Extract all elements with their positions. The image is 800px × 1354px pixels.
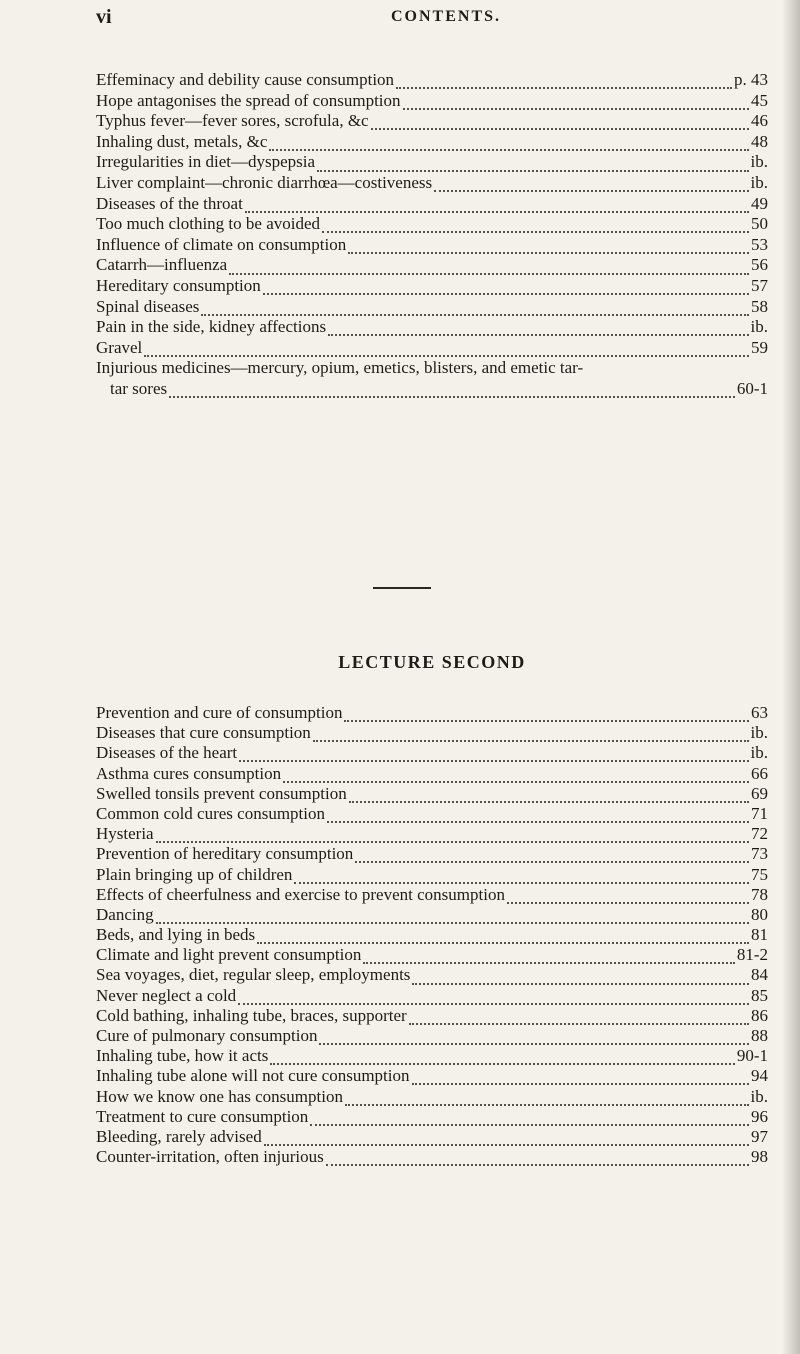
dot-leader: [310, 1112, 749, 1126]
entry-title: Treatment to cure consumption: [96, 1106, 309, 1126]
entry-page-number: 98: [751, 1147, 768, 1167]
entry-title: How we know one has consumption: [96, 1086, 343, 1106]
contents-entry: [96, 132, 768, 153]
entry-page-number: 85: [751, 985, 768, 1005]
entry-title: Influence of climate on consumption: [96, 234, 347, 254]
entry-title: Swelled tonsils prevent consumption: [96, 783, 347, 803]
dot-leader: [344, 708, 749, 722]
dot-leader: [319, 1031, 749, 1045]
entry-page-number: 71: [751, 803, 768, 823]
dot-leader: [144, 343, 749, 357]
entry-title: Plain bringing up of children: [96, 864, 293, 884]
dot-leader: [327, 809, 749, 823]
entry-page-number: 50: [751, 214, 768, 234]
dot-leader: [328, 322, 748, 336]
entry-title: Effeminacy and debility cause consumption: [96, 70, 395, 89]
dot-leader: [313, 728, 749, 742]
entry-page-number: 81: [751, 925, 768, 945]
contents-entry: [96, 986, 768, 1006]
contents-entry: [96, 764, 768, 784]
dot-leader: [317, 158, 748, 172]
contents-entry: [96, 338, 768, 359]
entry-page-number: 60-1: [736, 378, 768, 398]
entry-page-number: 96: [751, 1106, 768, 1126]
dot-leader: [294, 870, 749, 884]
dot-leader: [345, 1092, 749, 1106]
contents-entry-multiline: [96, 358, 768, 399]
entry-title: Prevention and cure of consumption: [96, 703, 343, 722]
entry-title: Prevention of hereditary consumption: [96, 844, 354, 864]
contents-entry: [96, 1147, 768, 1167]
contents-entry: [96, 865, 768, 885]
entry-page-number: 80: [751, 904, 768, 924]
contents-entry: [96, 276, 768, 297]
contents-entry: [96, 173, 768, 194]
section-heading: LECTURE SECOND: [338, 652, 526, 672]
entry-page-number: 81-2: [736, 945, 768, 965]
contents-entry: [96, 255, 768, 276]
entry-title: Inhaling dust, metals, &c: [96, 131, 268, 151]
dot-leader: [326, 1152, 749, 1166]
entry-title: Dancing: [96, 904, 154, 924]
entry-title: Diseases of the throat: [96, 193, 243, 213]
contents-entry: [96, 905, 768, 925]
entry-title: Gravel: [96, 337, 143, 357]
entry-title: Never neglect a cold: [96, 985, 237, 1005]
entry-title: Inhaling tube, how it acts: [96, 1046, 269, 1066]
dot-leader: [403, 96, 749, 110]
dot-leader: [507, 890, 749, 904]
contents-entry: [96, 945, 768, 965]
entry-page-number: 53: [751, 234, 768, 254]
entry-page-number: 69: [751, 783, 768, 803]
dot-leader: [412, 971, 749, 985]
entry-page-number: ib.: [750, 723, 768, 743]
dot-leader: [412, 1071, 750, 1085]
contents-entry: [96, 1026, 768, 1046]
contents-list-lecture-two: [96, 703, 768, 1167]
running-title: CONTENTS.: [390, 8, 502, 25]
entry-page-number: 78: [751, 884, 768, 904]
entry-page-number: 88: [751, 1026, 768, 1045]
dot-leader: [239, 748, 748, 762]
contents-entry: [96, 965, 768, 985]
dot-leader: [371, 116, 749, 130]
contents-entry: [96, 844, 768, 864]
entry-title: tar sores: [110, 378, 168, 398]
dot-leader: [349, 789, 749, 803]
entry-page-number: 46: [751, 111, 768, 131]
dot-leader: [264, 1132, 749, 1146]
entry-title: Irregularities in diet—dyspepsia: [96, 152, 316, 172]
contents-entry: [96, 194, 768, 215]
entry-title: Catarrh—influenza: [96, 255, 228, 275]
entry-page-number: 56: [751, 255, 768, 275]
contents-entry: [96, 703, 768, 723]
contents-entry: [96, 1107, 768, 1127]
contents-entry: [96, 70, 768, 91]
contents-entry: [96, 111, 768, 132]
entry-page-number: 63: [751, 703, 768, 722]
entry-title: Effects of cheerfulness and exercise to prevent consumption: [96, 884, 505, 904]
dot-leader: [283, 769, 749, 783]
entry-page-number: ib.: [750, 152, 768, 172]
entry-page-number: 59: [751, 337, 768, 357]
entry-title: Bleeding, rarely advised: [96, 1126, 262, 1146]
contents-entry: [96, 91, 768, 112]
contents-entry: [96, 743, 768, 763]
entry-page-number: 72: [751, 824, 768, 844]
contents-entry: [96, 214, 768, 235]
section-divider: [373, 587, 431, 589]
entry-title: Hope antagonises the spread of consumption: [96, 90, 401, 110]
entry-page-number: ib.: [750, 1086, 768, 1106]
entry-page-number: 66: [751, 763, 768, 783]
page-numeral: vi: [96, 6, 112, 28]
contents-entry: [96, 152, 768, 173]
contents-list-lecture-one: [96, 70, 768, 400]
entry-page-number: 57: [751, 275, 768, 295]
entry-page-number: 86: [751, 1005, 768, 1025]
entry-title: Counter-irritation, often injurious: [96, 1147, 324, 1167]
page-header: [96, 6, 796, 32]
entry-page-number: 84: [751, 965, 768, 985]
entry-title: Typhus fever—fever sores, scrofula, &c: [96, 111, 369, 131]
dot-leader: [322, 219, 749, 233]
dot-leader: [434, 178, 748, 192]
entry-title: Pain in the side, kidney affections: [96, 317, 327, 337]
entry-title: Sea voyages, diet, regular sleep, employments: [96, 965, 411, 985]
contents-entry: [96, 297, 768, 318]
dot-leader: [229, 261, 749, 275]
entry-page-number: 58: [751, 296, 768, 316]
page-edge-shadow: [782, 0, 800, 1354]
dot-leader: [238, 991, 749, 1005]
dot-leader: [156, 910, 749, 924]
entry-page-number: 90-1: [736, 1046, 768, 1066]
entry-title: Inhaling tube alone will not cure consumption: [96, 1066, 410, 1086]
contents-entry: [96, 925, 768, 945]
entry-page-number: ib.: [750, 172, 768, 192]
entry-title: Diseases of the heart: [96, 743, 238, 763]
dot-leader: [396, 75, 732, 89]
dot-leader: [245, 199, 749, 213]
contents-entry: [96, 1066, 768, 1086]
entry-page-number: 97: [751, 1126, 768, 1146]
dot-leader: [257, 930, 749, 944]
contents-entry: [96, 784, 768, 804]
dot-leader: [355, 849, 749, 863]
entry-page-number: ib.: [750, 743, 768, 763]
dot-leader: [409, 1011, 749, 1025]
contents-entry: [96, 235, 768, 256]
entry-page-number: ib.: [750, 317, 768, 337]
contents-entry: [96, 723, 768, 743]
entry-page-number: p. 43: [734, 70, 768, 89]
contents-entry: [96, 804, 768, 824]
contents-entry: [96, 1006, 768, 1026]
entry-title: Climate and light prevent consumption: [96, 945, 362, 965]
dot-leader: [363, 950, 734, 964]
entry-title: Common cold cures consumption: [96, 803, 326, 823]
entry-page-number: 49: [751, 193, 768, 213]
contents-entry: [96, 1087, 768, 1107]
contents-entry: [96, 317, 768, 338]
dot-leader: [263, 281, 749, 295]
entry-title: Cure of pulmonary consumption: [96, 1026, 318, 1045]
entry-title: Too much clothing to be avoided: [96, 214, 321, 234]
entry-title: Cold bathing, inhaling tube, braces, supporter: [96, 1005, 407, 1025]
entry-title: Asthma cures consumption: [96, 763, 282, 783]
entry-title: Spinal diseases: [96, 296, 200, 316]
entry-page-number: 48: [751, 131, 768, 151]
entry-title-line-one: Injurious medicines—mercury, opium, emetics, blisters, and emetic tar-: [96, 358, 584, 378]
entry-title: Hysteria: [96, 824, 154, 844]
dot-leader: [169, 384, 735, 398]
entry-title: Liver complaint—chronic diarrhœa—costiveness: [96, 172, 433, 192]
dot-leader: [201, 302, 749, 316]
contents-entry: [96, 824, 768, 844]
entry-title: Hereditary consumption: [96, 275, 261, 295]
dot-leader: [156, 829, 749, 843]
entry-title: Diseases that cure consumption: [96, 723, 311, 743]
dot-leader: [270, 1051, 735, 1065]
entry-page-number: 75: [751, 864, 768, 884]
contents-entry: [96, 885, 768, 905]
entry-page-number: 73: [751, 844, 768, 864]
entry-title: Beds, and lying in beds: [96, 925, 256, 945]
entry-page-number: 45: [751, 90, 768, 110]
entry-page-number: 94: [751, 1066, 768, 1086]
contents-entry: [96, 1127, 768, 1147]
dot-leader: [348, 240, 749, 254]
dot-leader: [269, 137, 749, 151]
contents-entry: [96, 1046, 768, 1066]
